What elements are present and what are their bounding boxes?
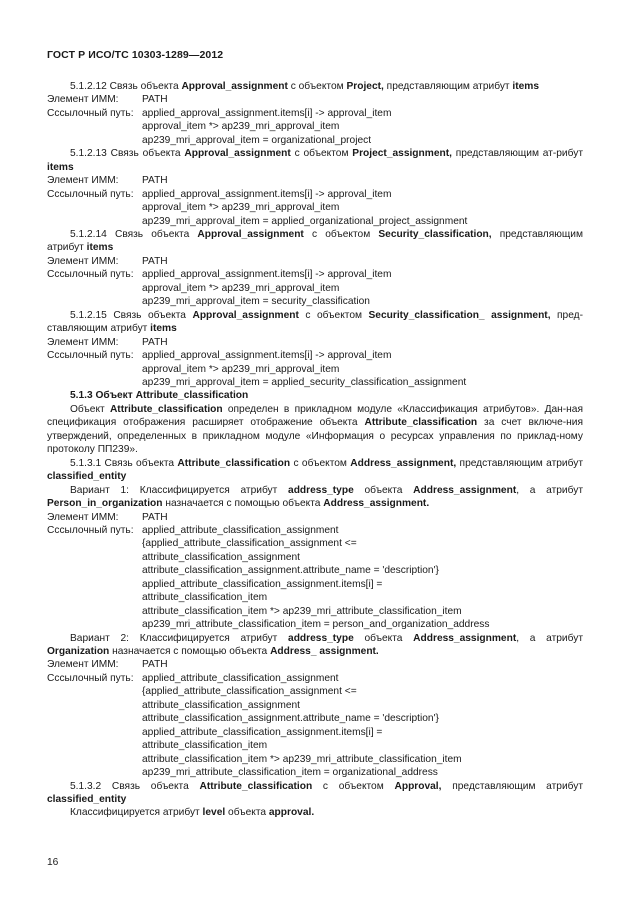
- reference-path-line: attribute_classification_item: [142, 592, 268, 604]
- imm-element-row: Элемент ИММ: PATH: [47, 659, 168, 671]
- reference-path-line: approval_item *> ap239_mri_approval_item: [142, 121, 340, 133]
- clause-5-1-2-15: 5.1.2.15 Связь объекта Approval_assignment с объектом Security_classification_ assignment, пред-ставляющим атрибут items: [47, 309, 583, 335]
- reference-path-line: attribute_classification_assignment: [142, 551, 300, 563]
- section-title-5-1-3: 5.1.3 Объект Attribute_classification: [70, 390, 249, 402]
- reference-path-line: attribute_classification_assignment.attribute_name = 'description'}: [142, 713, 439, 725]
- reference-path-line: ap239_mri_approval_item = applied_organizational_project_assignment: [142, 215, 468, 227]
- clause-5-1-2-12: 5.1.2.12 Связь объекта Approval_assignment с объектом Project, представляющим атрибут items: [70, 81, 540, 92]
- page-number: 16: [47, 857, 59, 868]
- variant-2: Вариант 2: Классифицируется атрибут address_type объекта Address_assignment, а атрибут Organization назначается с помощью объекта Address_ assignment.: [47, 632, 583, 658]
- clause-5-1-3-2-note: Классифицируется атрибут level объекта approval.: [70, 807, 315, 819]
- clause-5-1-2-14: 5.1.2.14 Связь объекта Approval_assignment с объектом Security_classification, представляющим атрибут items: [47, 228, 583, 254]
- reference-path-line: applied_attribute_classification_assignment.items[i] =: [142, 726, 383, 738]
- imm-element-row: Элемент ИММ: PATH: [47, 511, 168, 523]
- reference-path-row: Сссылочный путь: applied_attribute_classification_assignment: [47, 672, 339, 684]
- reference-path-line: attribute_classification_assignment: [142, 699, 300, 711]
- reference-path-line: attribute_classification_item *> ap239_mri_attribute_classification_item: [142, 753, 462, 765]
- section-5-1-3-description: Объект Attribute_classification определен в прикладном модуле «Классификация атрибутов». Дан-ная спецификация отображения расширяет отображение объекта Attribute_classification за счет включе-ния утверждений, определенных в прикладном модуле «Информация о ресурсах управления по приклад-ному протоколу ПП239».: [47, 403, 583, 456]
- reference-path-line: {applied_attribute_classification_assignment <=: [142, 538, 357, 550]
- imm-element-row: Элемент ИММ: PATH: [47, 336, 168, 348]
- reference-path-row: Сссылочный путь: applied_approval_assignment.items[i] -> approval_item: [47, 269, 392, 281]
- imm-element-row: Элемент ИММ: PATH: [47, 94, 168, 106]
- clause-5-1-3-1: 5.1.3.1 Связь объекта Attribute_classification с объектом Address_assignment, представляющим атрибут classified_entity: [47, 457, 583, 483]
- reference-path-line: ap239_mri_attribute_classification_item = person_and_organization_address: [142, 619, 490, 631]
- reference-path-line: approval_item *> ap239_mri_approval_item: [142, 282, 340, 294]
- clause-5-1-3-2: 5.1.3.2 Связь объекта Attribute_classification с объектом Approval, представляющим атрибут classified_entity: [47, 780, 584, 806]
- reference-path-line: attribute_classification_item *> ap239_mri_attribute_classification_item: [142, 605, 462, 617]
- reference-path-line: attribute_classification_assignment.attribute_name = 'description'}: [142, 565, 439, 577]
- reference-path-line: ap239_mri_attribute_classification_item = organizational_address: [142, 767, 438, 779]
- reference-path-row: Сссылочный путь: applied_approval_assignment.items[i] -> approval_item: [47, 107, 392, 119]
- reference-path-line: approval_item *> ap239_mri_approval_item: [142, 363, 340, 375]
- reference-path-line: ap239_mri_approval_item = organizational_project: [142, 134, 372, 146]
- reference-path-line: ap239_mri_approval_item = applied_security_classification_assignment: [142, 376, 467, 388]
- reference-path-line: applied_attribute_classification_assignment.items[i] =: [142, 578, 383, 590]
- imm-element-row: Элемент ИММ: PATH: [47, 175, 168, 187]
- document-body: [47, 80, 583, 820]
- reference-path-row: Сссылочный путь: applied_attribute_classification_assignment: [47, 524, 339, 536]
- reference-path-line: {applied_attribute_classification_assignment <=: [142, 686, 357, 698]
- reference-path-row: Сссылочный путь: applied_approval_assignment.items[i] -> approval_item: [47, 350, 392, 362]
- document-header: ГОСТ Р ИСО/ТС 10303-1289—2012: [47, 49, 224, 61]
- clause-5-1-2-13: 5.1.2.13 Связь объекта Approval_assignment с объектом Project_assignment, представляющим ат-рибут items: [47, 148, 583, 173]
- reference-path-row: Сссылочный путь: applied_approval_assignment.items[i] -> approval_item: [47, 188, 392, 200]
- reference-path-line: attribute_classification_item: [142, 740, 268, 752]
- reference-path-line: approval_item *> ap239_mri_approval_item: [142, 202, 340, 214]
- reference-path-line: ap239_mri_approval_item = security_classification: [142, 296, 370, 308]
- imm-element-row: Элемент ИММ: PATH: [47, 255, 168, 267]
- variant-1: Вариант 1: Классифицируется атрибут address_type объекта Address_assignment, а атрибут Person_in_organization назначается с помощью объекта Address_assignment.: [47, 484, 583, 510]
